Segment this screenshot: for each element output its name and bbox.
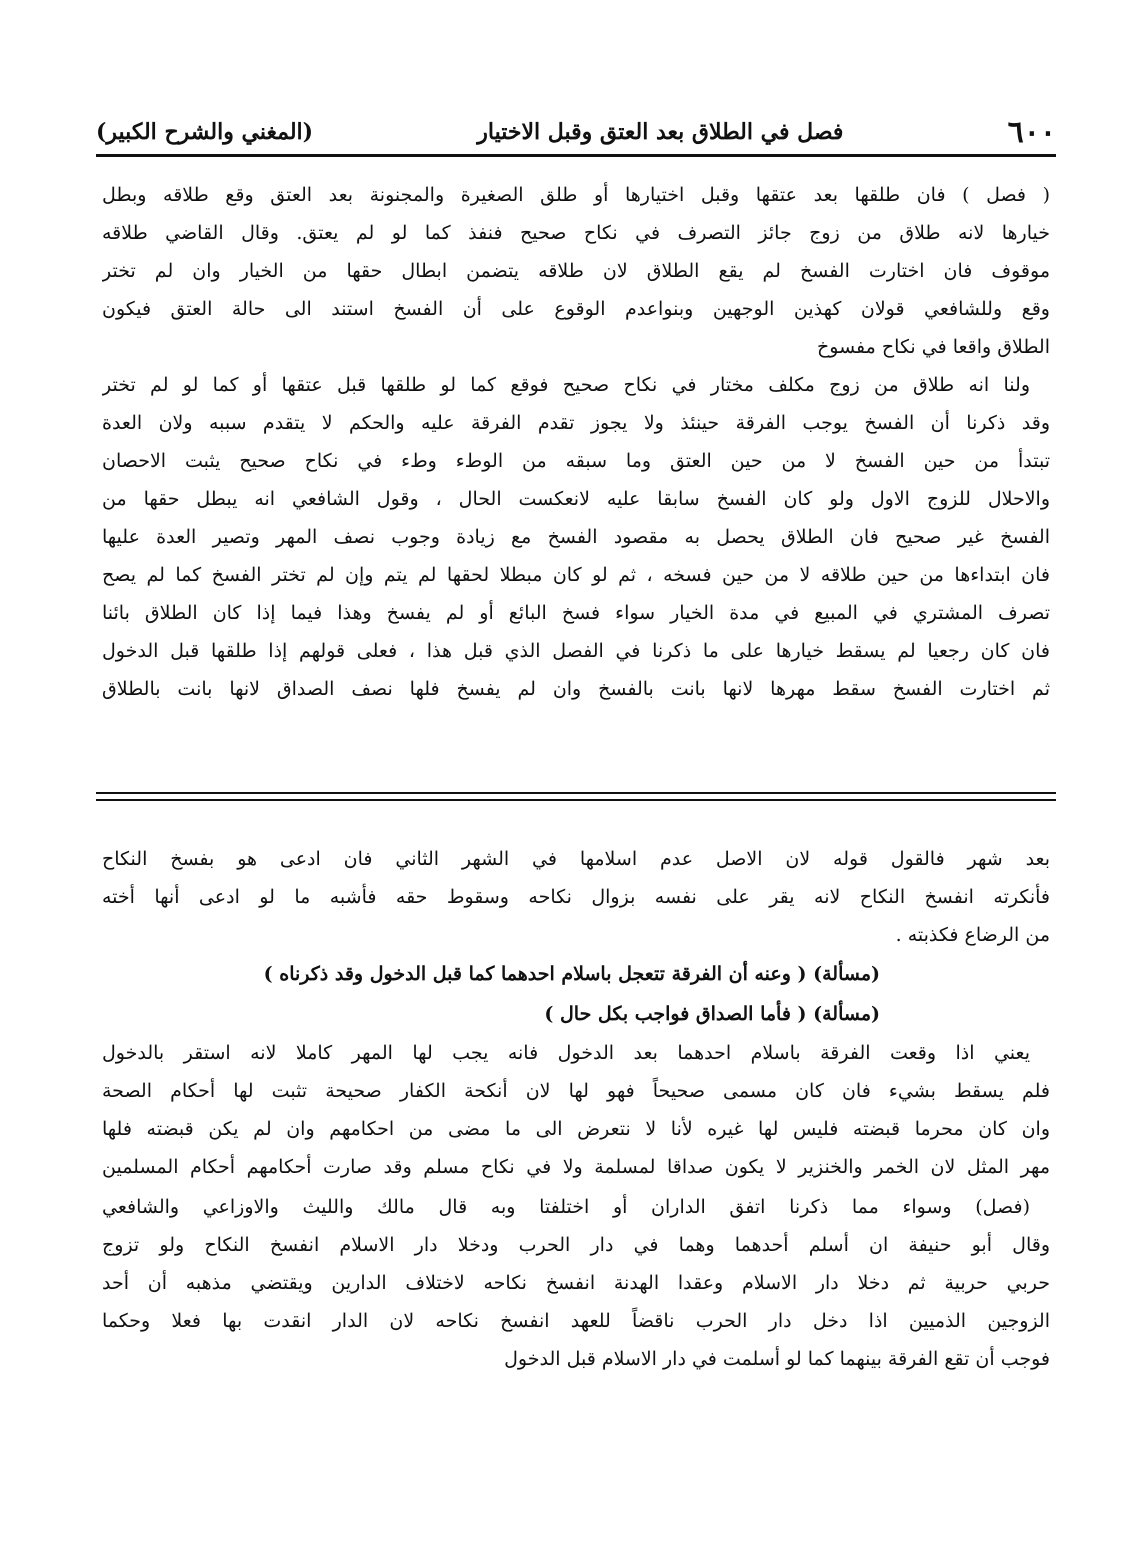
text-line: فأنكرته انفسخ النكاح لانه يقر على نفسه بزوال نكاحه وسقوط حقه فأشبه ما لو ادعى أنها أخته [102,886,1050,908]
text-line: بعد شهر فالقول قوله لان الاصل عدم اسلامها في الشهر الثاني فان ادعى هو بفسخ النكاح [102,848,1050,870]
text-line: وقع وللشافعي قولان كهذين الوجهين وبنواعدم الوقوع على أن الفسخ استند الى حالة العتق فيكون [102,298,1050,320]
text-line: الزوجين الذميين اذا دخل دار الحرب ناقضاً للعهد انفسخ نكاحه لان الدار انقدت بها فعلا وحكما [102,1310,1050,1332]
upper-text-block [102,176,1050,708]
text-line: ( فصل ) فان طلقها بعد عتقها وقبل اختيارها أو طلق الصغيرة والمجنونة بعد العتق وقع طلاقه وبطل [102,184,1050,206]
header-rule [96,154,1056,157]
text-line: الطلاق واقعا في نكاح مفسوخ [817,336,1050,358]
text-line: خيارها لانه طلاق من زوج جائز التصرف في نكاح صحيح فنفذ كما لو لم يعتق. وقال القاضي طلاقه [102,222,1050,244]
text-line: فوجب أن تقع الفرقة بينهما كما لو أسلمت في دار الاسلام قبل الدخول [504,1348,1050,1370]
text-line: (فصل) وسواء مما ذكرنا اتفق الداران أو اختلفتا وبه قال مالك والليث والاوزاعي والشافعي [102,1196,1030,1218]
text-line: وان كان محرما قبضته فليس لها غيره لأنا لا نتعرض الى ما مضى من احكامهم وان لم يكن قبضته فلها [102,1118,1050,1140]
text-line: ولنا انه طلاق من زوج مكلف مختار في نكاح صحيح فوقع كما لو طلقها قبل عتقها أو كما لو لم تختر [102,374,1030,396]
text-line: تصرف المشتري في المبيع في مدة الخيار سواء فسخ البائع أو لم يفسخ وهذا فيما إذا كان الطلاق بائنا [102,602,1050,624]
text-line: فان ابتداءها من حين طلاقه لا من حين فسخه ، ثم لو كان مبطلا لحقها لم يتم وإن لم تختر الفسخ كما لم يصح [102,564,1050,586]
document-page [96,96,1056,1496]
text-line: وقد ذكرنا أن الفسخ يوجب الفرقة حينئذ ولا يجوز تقدم الفرقة عليه والحكم لا يتقدم سببه ولان العدة [102,412,1050,434]
section-title: فصل في الطلاق بعد العتق وقبل الاختيار [477,119,844,145]
text-line: وقال أبو حنيفة ان أسلم أحدهما وهما في دار الحرب ودخلا دار الاسلام انفسخ النكاح ولو تزوج [102,1234,1050,1256]
section-divider [96,792,1056,801]
text-line: موقوف فان اختارت الفسخ لم يقع الطلاق لان طلاقه يتضمن ابطال حقها من الخيار وان لم تختر [102,260,1050,282]
book-title: (المغني والشرح الكبير) [96,119,314,145]
text-line: ثم اختارت الفسخ سقط مهرها لانها بانت بالفسخ وان لم يفسخ فلها نصف الصداق لانها بانت بالطلاق [102,678,1050,700]
text-line: حربي حربية ثم دخلا دار الاسلام وعقدا الهدنة انفسخ نكاحه لاختلاف الدارين ويقتضي مذهبه أن أحد [102,1272,1050,1294]
masala-heading: (مسألة) ( فأما الصداق فواجب بكل حال ) [544,1003,880,1025]
text-line: من الرضاع فكذبته . [895,924,1050,946]
text-line: فلم يسقط بشيء فان كان مسمى صحيحاً فهو لها لان أنكحة الكفار صحيحة تثبت لها أحكام الصحة [102,1080,1050,1102]
text-line: الفسخ غير صحيح فان الطلاق يحصل به مقصود الفسخ مع زيادة وجوب نصف المهر وتصير العدة عليها [102,526,1050,548]
page-number: ٦٠٠ [1007,114,1056,150]
text-line: والاحلال للزوج الاول ولو كان الفسخ سابقا عليه لانعكست الحال ، وقول الشافعي انه يبطل حقها من [102,488,1050,510]
text-line: يعني اذا وقعت الفرقة باسلام احدهما بعد الدخول فانه يجب لها المهر كاملا لانه استقر بالدخول [102,1042,1030,1064]
page-header [96,110,1056,154]
text-line: تبتدأ من حين الفسخ لا من حين العتق وما سبقه من الوطء وطء في نكاح صحيح يثبت الاحصان [102,450,1050,472]
lower-text-block [102,840,1050,1378]
text-line: فان كان رجعيا لم يسقط خيارها على ما ذكرنا في الفصل الذي قبل هذا ، فعلى قولهم إذا طلقها قبل الدخول [102,640,1050,662]
masala-heading: (مسألة) ( وعنه أن الفرقة تتعجل باسلام احدهما كما قبل الدخول وقد ذكرناه ) [263,963,880,985]
text-line: مهر المثل لان الخمر والخنزير لا يكون صداقا لمسلمة ولا في نكاح مسلم وقد صارت أحكامهم أحكام المسلمين [102,1156,1050,1178]
